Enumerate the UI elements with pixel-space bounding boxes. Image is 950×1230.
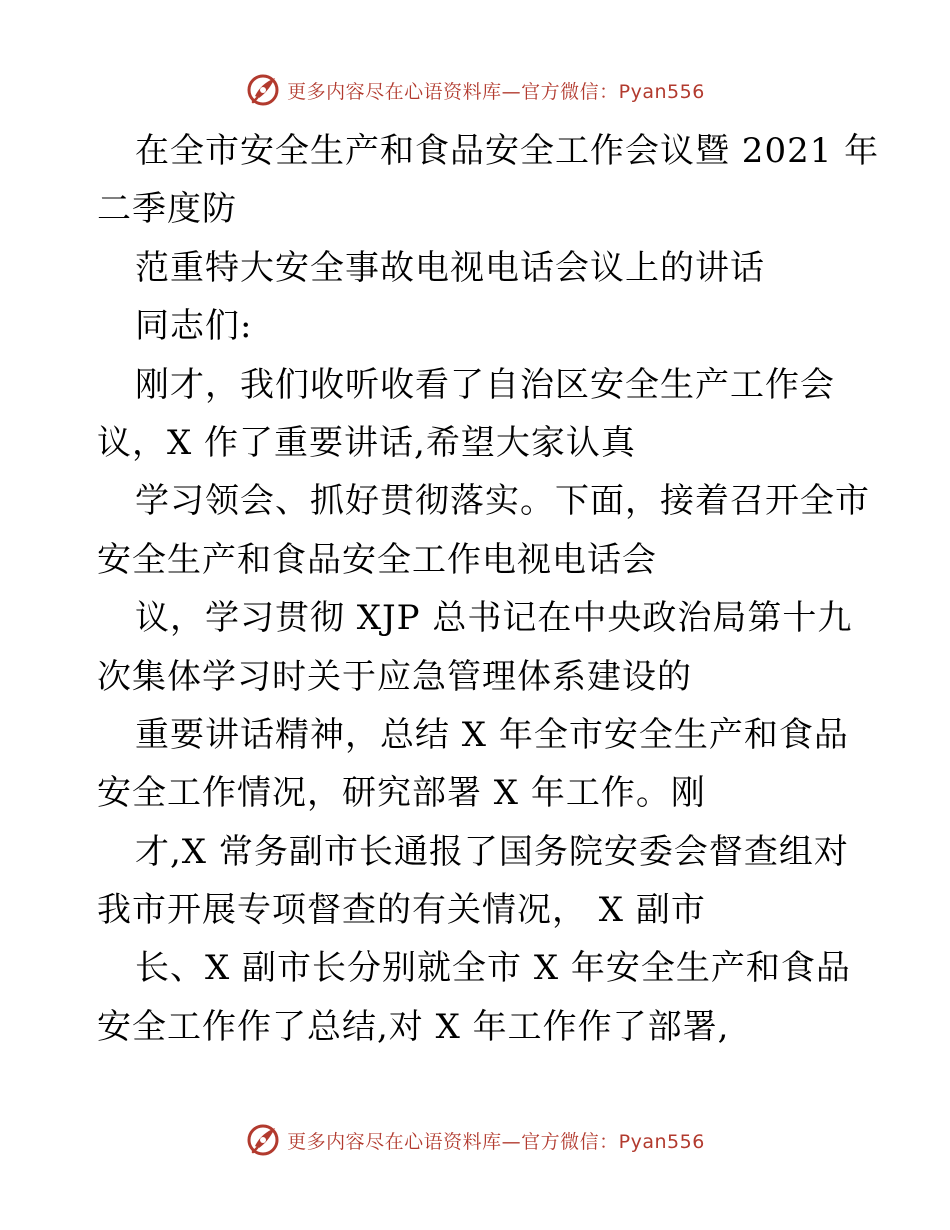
doc-line-5: 刚才，我们收听收看了自治区安全生产工作会 <box>135 364 835 405</box>
doc-line-16: 安全工作作了总结,对 X 年工作作了部署, <box>97 1006 730 1047</box>
quill-seal-icon <box>245 72 281 108</box>
doc-line-13: 才,X 常务副市长通报了国务院安委会督查组对 <box>135 831 849 872</box>
doc-line-title-2: 二季度防 <box>97 189 237 230</box>
header-banner-text: 更多内容尽在心语资料库—官方微信：Pyan556 <box>287 80 705 103</box>
doc-line-11: 重要讲话精神，总结 X 年全市安全生产和食品 <box>135 714 849 755</box>
header-watermark-banner <box>0 70 950 110</box>
header-banner-content <box>245 72 705 108</box>
document-body <box>97 122 880 1056</box>
quill-seal-icon <box>245 1122 281 1158</box>
doc-line-title-1: 在全市安全生产和食品安全工作会议暨 2021 年 <box>135 131 880 171</box>
doc-line-15: 长、X 副市长分别就全市 X 年安全生产和食品 <box>135 948 851 989</box>
doc-line-7: 学习领会、抓好贯彻落实。下面，接着召开全市 <box>135 481 870 522</box>
doc-line-6: 议，X 作了重要讲话,希望大家认真 <box>97 422 636 463</box>
footer-banner-content <box>245 1122 705 1158</box>
doc-line-14: 我市开展专项督查的有关情况， X 副市 <box>97 890 706 931</box>
doc-line-salutation: 同志们: <box>135 306 253 347</box>
footer-watermark-banner <box>0 1120 950 1160</box>
footer-banner-text: 更多内容尽在心语资料库—官方微信：Pyan556 <box>287 1130 705 1153</box>
doc-line-10: 次集体学习时关于应急管理体系建设的 <box>97 656 692 697</box>
doc-line-12: 安全工作情况，研究部署 X 年工作。刚 <box>97 773 706 814</box>
doc-line-8: 安全生产和食品安全工作电视电话会 <box>97 539 657 580</box>
doc-line-9: 议，学习贯彻 XJP 总书记在中央政治局第十九 <box>135 598 853 639</box>
doc-line-title-3: 范重特大安全事故电视电话会议上的讲话 <box>135 247 765 288</box>
